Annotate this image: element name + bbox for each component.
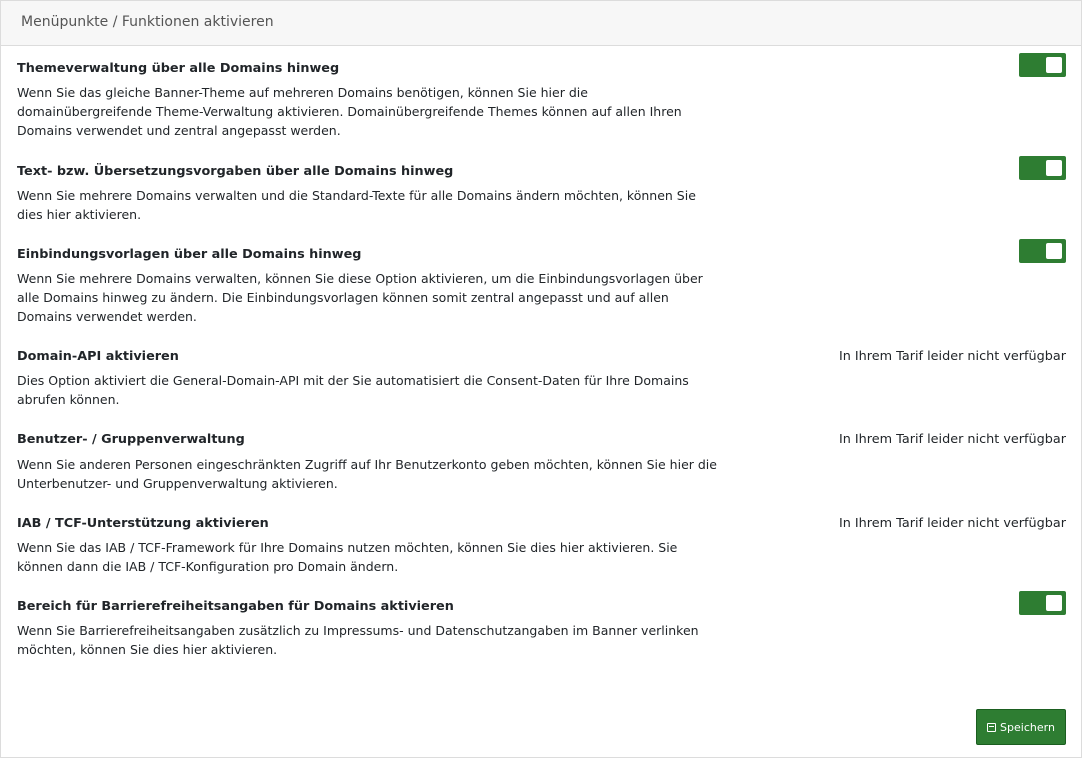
description-line: Wenn Sie mehrere Domains verwalten und die Standard-Texte für alle Domains ändern möchten, können Sie <box>17 188 696 203</box>
description-line: Wenn Sie anderen Personen eingeschränkten Zugriff auf Ihr Benutzerkonto geben möchten, können Sie hier die <box>17 457 717 472</box>
unavailable-status: In Ihrem Tarif leider nicht verfügbar <box>838 516 1066 531</box>
unavailable-status: In Ihrem Tarif leider nicht verfügbar <box>838 432 1066 447</box>
setting-description <box>17 621 717 659</box>
toggle-knob <box>1046 57 1062 73</box>
setting-domain-api <box>17 349 1066 407</box>
setting-description <box>17 371 717 409</box>
page-title: Menüpunkte / Funktionen aktivieren <box>21 14 274 30</box>
setting-embedding-templates <box>17 247 1066 324</box>
setting-theme-management <box>17 61 1066 138</box>
accessibility-toggle[interactable] <box>1019 591 1066 615</box>
setting-title: Domain-API aktivieren <box>17 349 179 364</box>
setting-title: Benutzer- / Gruppenverwaltung <box>17 432 245 447</box>
unavailable-status: In Ihrem Tarif leider nicht verfügbar <box>838 349 1066 364</box>
description-line: alle Domains hinweg zu ändern. Die Einbindungsvorlagen können somit zentral angepasst und auf allen <box>17 290 669 305</box>
description-line: Wenn Sie das IAB / TCF-Framework für Ihre Domains nutzen möchten, können Sie dies hier aktivieren. Sie <box>17 540 678 555</box>
description-line: Domains verwendet und zentral angepasst werden. <box>17 123 341 138</box>
description-line: können dann die IAB / TCF-Konfiguration pro Domain ändern. <box>17 559 399 574</box>
setting-description <box>17 83 717 140</box>
setting-text-translation <box>17 164 1066 222</box>
description-line: domainübergreifende Theme-Verwaltung aktivieren. Domainübergreifende Themes können auf allen Ihren <box>17 104 682 119</box>
description-line: möchten, können Sie dies hier aktivieren. <box>17 642 278 657</box>
setting-title: IAB / TCF-Unterstützung aktivieren <box>17 516 269 531</box>
description-line: abrufen können. <box>17 392 120 407</box>
description-line: dies hier aktivieren. <box>17 207 142 222</box>
description-line: Dies Option aktiviert die General-Domain-API mit der Sie automatisiert die Consent-Daten für Ihre Domains <box>17 373 689 388</box>
toggle-knob <box>1046 160 1062 176</box>
card-header <box>1 1 1081 46</box>
setting-user-group-management <box>17 432 1066 491</box>
description-line: Wenn Sie mehrere Domains verwalten, können Sie diese Option aktivieren, um die Einbindungsvorlagen über <box>17 271 703 286</box>
setting-description <box>17 455 717 493</box>
setting-title: Themeverwaltung über alle Domains hinweg <box>17 61 340 76</box>
description-line: Wenn Sie das gleiche Banner-Theme auf mehreren Domains benötigen, können Sie hier die <box>17 85 588 100</box>
save-button[interactable] <box>976 709 1066 745</box>
description-line: Wenn Sie Barrierefreiheitsangaben zusätzlich zu Impressums- und Datenschutzangaben im Banner verlinken <box>17 623 699 638</box>
setting-accessibility <box>17 599 1066 657</box>
toggle-knob <box>1046 595 1062 611</box>
description-line: Domains verwendet werden. <box>17 309 197 324</box>
description-line: Unterbenutzer- und Gruppenverwaltung aktivieren. <box>17 476 338 491</box>
setting-title: Text- bzw. Übersetzungsvorgaben über alle Domains hinweg <box>17 164 454 179</box>
setting-title: Bereich für Barrierefreiheitsangaben für Domains aktivieren <box>17 599 454 614</box>
theme-management-toggle[interactable] <box>1019 53 1066 77</box>
embedding-templates-toggle[interactable] <box>1019 239 1066 263</box>
text-translation-toggle[interactable] <box>1019 156 1066 180</box>
setting-iab-tcf <box>17 516 1066 574</box>
floppy-disk-icon <box>987 723 996 732</box>
toggle-knob <box>1046 243 1062 259</box>
setting-description <box>17 269 717 326</box>
setting-title: Einbindungsvorlagen über alle Domains hinweg <box>17 247 362 262</box>
setting-description <box>17 538 717 576</box>
setting-description <box>17 186 717 224</box>
save-button-label: Speichern <box>1000 720 1055 734</box>
